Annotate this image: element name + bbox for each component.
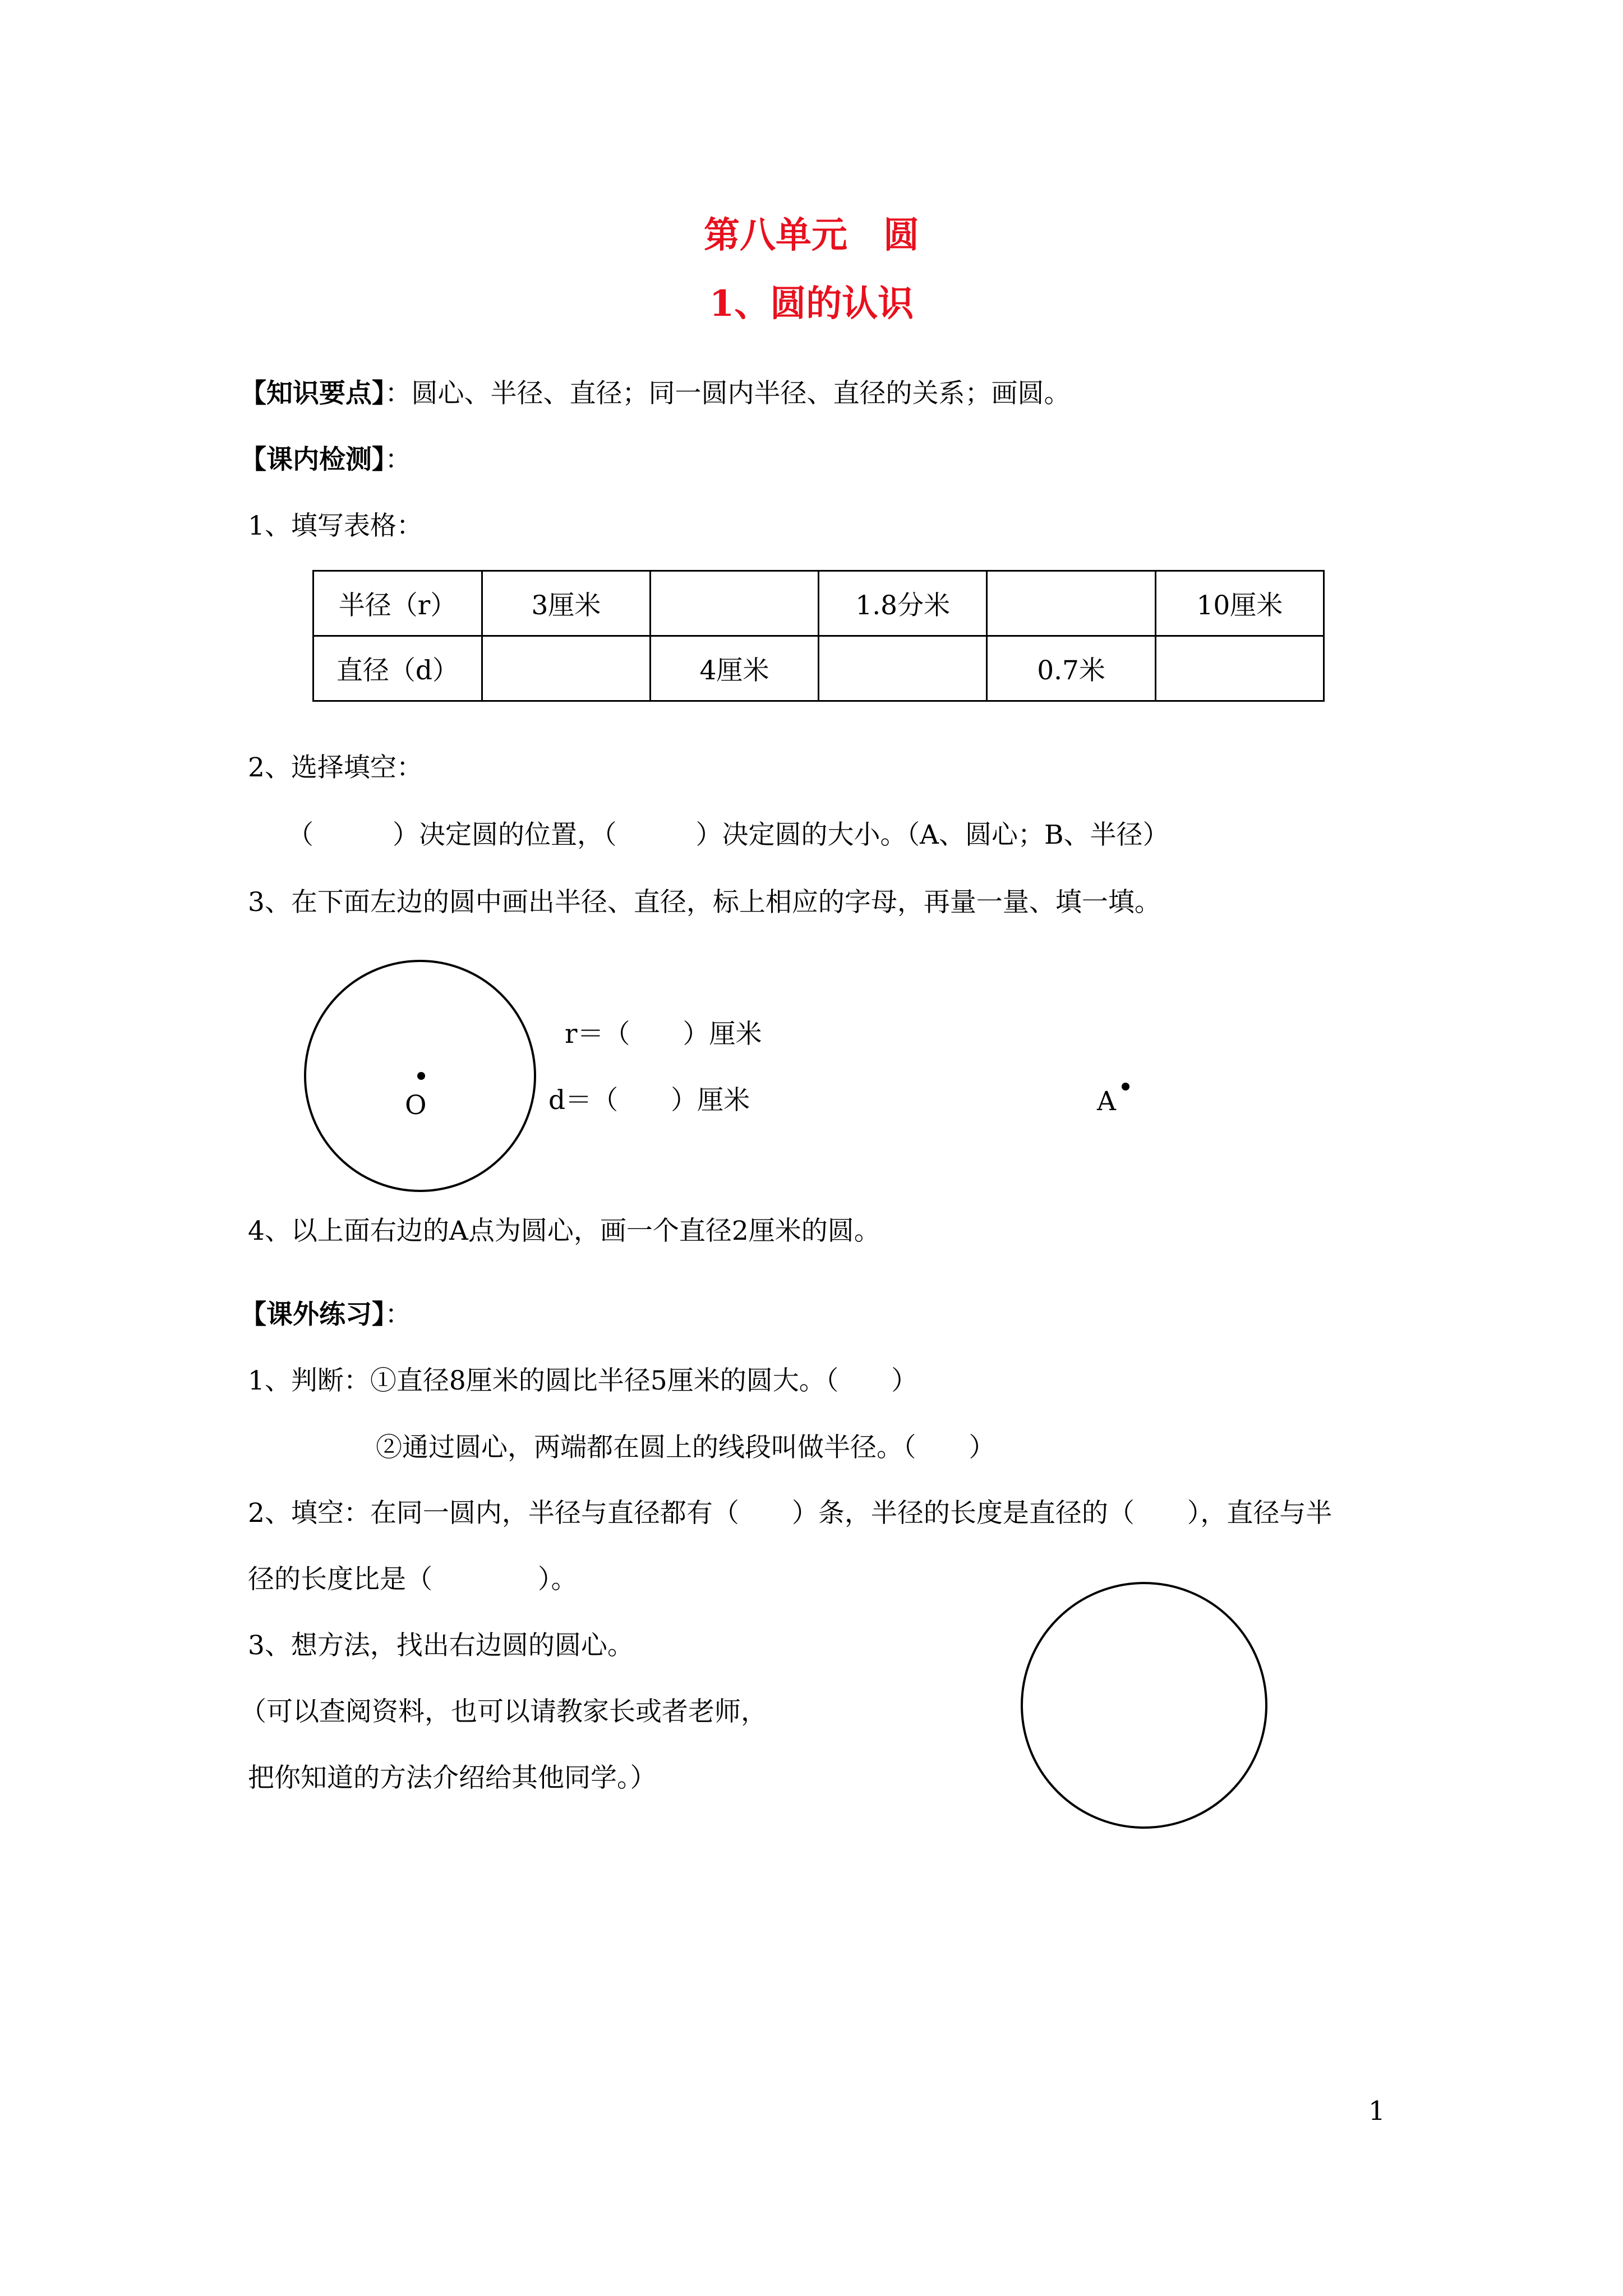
- point-a-label: A: [1097, 1086, 1116, 1117]
- q2-text: （ ）决定圆的位置，（ ）决定圆的大小。（A、圆心；B、半径）: [287, 820, 1169, 850]
- table-cell: 3厘米: [482, 571, 650, 636]
- table-cell: 0.7米: [987, 636, 1155, 701]
- table-cell[interactable]: [819, 636, 987, 701]
- radius-diameter-table: [312, 570, 1325, 702]
- diameter-answer: d＝（ ）厘米: [548, 1085, 750, 1116]
- homework-suffix: ：: [385, 1299, 412, 1330]
- q2-title: 2、选择填空：: [248, 752, 423, 783]
- page-number: 1: [1368, 2096, 1385, 2127]
- table-header-cell: 半径（r）: [313, 571, 482, 636]
- radius-answer: r＝（ ）厘米: [565, 1019, 762, 1050]
- q3-title: 3、在下面左边的圆中画出半径、直径，标上相应的字母，再量一量、填一填。: [248, 887, 1161, 918]
- q1-title: 1、填写表格：: [248, 510, 423, 541]
- q4-title: 4、以上面右边的A点为圆心，画一个直径2厘米的圆。: [248, 1216, 880, 1246]
- center-dot: [417, 1072, 425, 1080]
- table-cell[interactable]: [1155, 636, 1324, 701]
- in-class-heading: [240, 444, 412, 475]
- hw-q1-line1: 1、判断：①直径8厘米的圆比半径5厘米的圆大。（ ）: [248, 1365, 918, 1396]
- unit-title: 第八单元 圆: [704, 214, 919, 256]
- hw-q2-line1: 2、填空：在同一圆内，半径与直径都有（ ）条，半径的长度是直径的（ ），直径与半: [248, 1498, 1332, 1529]
- key-points-text: ：圆心、半径、直径；同一圆内半径、直径的关系；画圆。: [385, 378, 1071, 409]
- table-cell[interactable]: [482, 636, 650, 701]
- center-label: O: [405, 1090, 427, 1121]
- table-cell[interactable]: [650, 571, 818, 636]
- table-cell: 4厘米: [650, 636, 818, 701]
- hw-q1-line2: ②通过圆心，两端都在圆上的线段叫做半径。（ ）: [376, 1432, 995, 1463]
- homework-label: 【课外练习】: [240, 1299, 385, 1330]
- lesson-title: 1、圆的认识: [709, 283, 914, 325]
- hw-q3-line1: 3、想方法，找出右边圆的圆心。: [248, 1630, 634, 1661]
- hw-q3-line3: 把你知道的方法介绍给其他同学。）: [248, 1763, 657, 1793]
- key-points-label: 【知识要点】: [240, 378, 385, 409]
- table-row: [313, 571, 1324, 636]
- homework-heading: [240, 1301, 412, 1328]
- circle-find-center[interactable]: [1021, 1582, 1267, 1829]
- in-class-suffix: ：: [385, 444, 412, 475]
- table-cell[interactable]: [987, 571, 1155, 636]
- table-cell: 1.8分米: [819, 571, 987, 636]
- table-header-cell: 直径（d）: [313, 636, 482, 701]
- point-a-dot: [1122, 1083, 1129, 1091]
- table-row: [313, 636, 1324, 701]
- in-class-label: 【课内检测】: [240, 444, 385, 475]
- hw-q3-line2: （可以查阅资料，也可以请教家长或者老师，: [240, 1696, 767, 1727]
- hw-q2-line2: 径的长度比是（ ）。: [248, 1564, 578, 1595]
- table-cell: 10厘米: [1155, 571, 1324, 636]
- key-points: [240, 380, 1071, 407]
